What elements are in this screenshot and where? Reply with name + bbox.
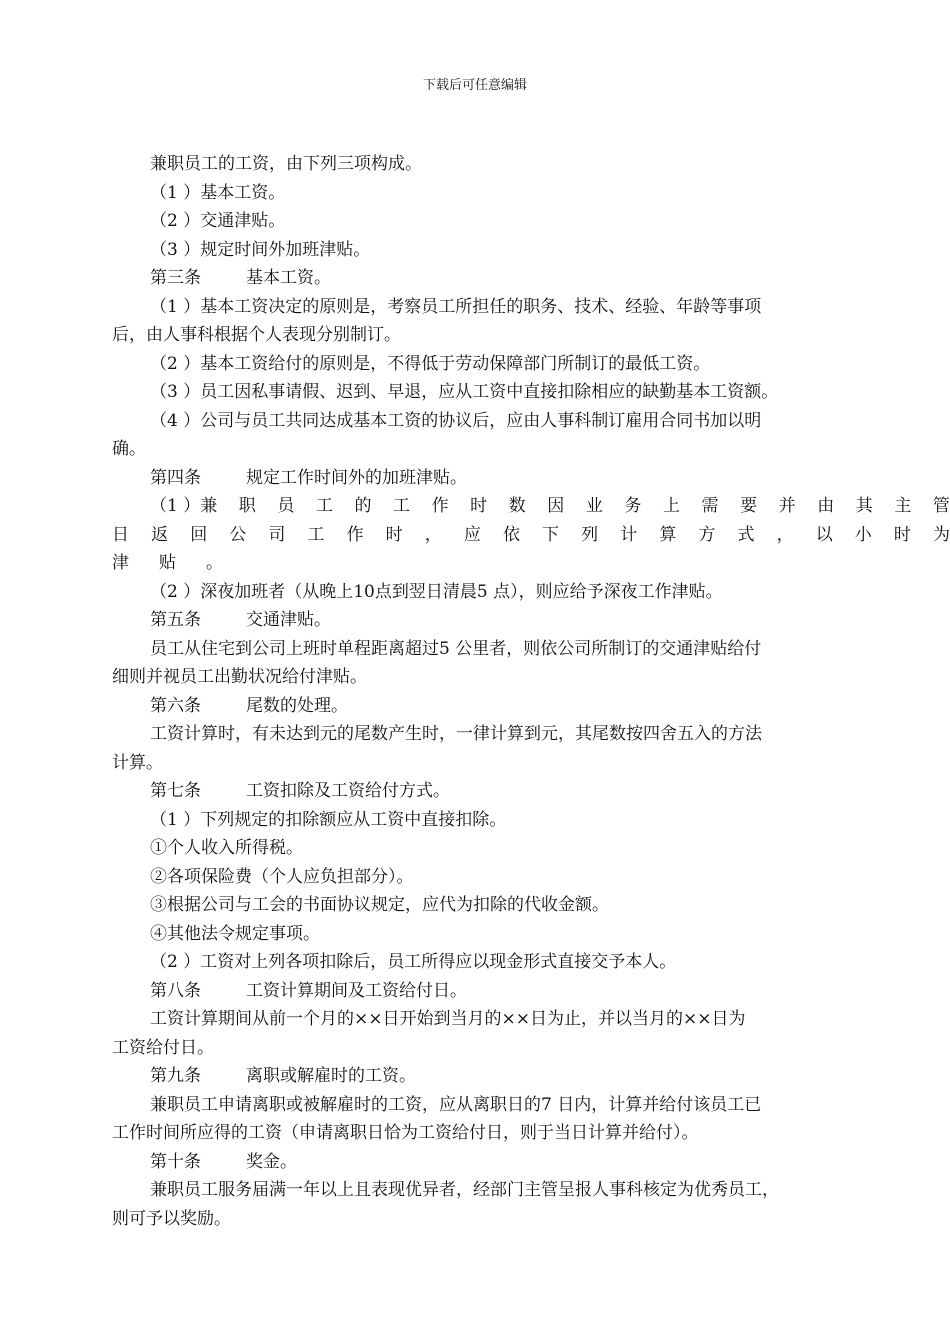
justified-char: 小 bbox=[854, 524, 872, 545]
paragraph: 工资计算期间从前一个月的××日开始到当月的××日为止，并以当月的××日为 bbox=[150, 1009, 746, 1029]
justified-char: 贴 bbox=[159, 553, 176, 573]
list-item: （1 ）基本工资。 bbox=[150, 182, 286, 203]
article-number: 第三条 bbox=[150, 268, 201, 288]
justified-char: 员 bbox=[277, 496, 295, 516]
justified-char: 主 bbox=[894, 496, 912, 516]
article-number: 第五条 bbox=[150, 610, 201, 630]
article-title: 交通津贴。 bbox=[246, 610, 331, 630]
justified-char: 上 bbox=[662, 496, 680, 516]
article-heading bbox=[112, 1148, 840, 1177]
article-heading bbox=[112, 1062, 840, 1091]
justified-char: 工 bbox=[307, 524, 325, 545]
list-item: （3 ）员工因私事请假、迟到、早退，应从工资中直接扣除相应的缺勤基本工资额。 bbox=[150, 382, 779, 402]
justified-char: 依 bbox=[502, 524, 520, 545]
justified-char: 务 bbox=[624, 496, 642, 516]
paragraph: 员工从住宅到公司上班时单程距离超过5 公里者，则依公司所制订的交通津贴给付 bbox=[150, 638, 762, 659]
justified-char: 数 bbox=[508, 496, 526, 516]
justified-char: 以 bbox=[815, 524, 833, 545]
justified-char: 为 bbox=[932, 524, 950, 545]
justified-char: 职 bbox=[238, 496, 256, 516]
paragraph: 兼职员工的工资，由下列三项构成。 bbox=[150, 154, 422, 174]
justified-char: 并 bbox=[778, 496, 796, 516]
justified-char: 时 bbox=[470, 496, 488, 516]
justified-char: （1 ）兼 bbox=[150, 496, 218, 516]
article-number: 第四条 bbox=[150, 467, 201, 488]
paragraph-continuation: 细则并视员工出勤状况给付津贴。 bbox=[112, 667, 367, 687]
list-item: （2 ）交通津贴。 bbox=[150, 211, 286, 231]
article-title: 工资扣除及工资给付方式。 bbox=[246, 781, 450, 801]
justified-char: 因 bbox=[547, 496, 565, 516]
justified-char: 的 bbox=[354, 496, 372, 516]
article-title: 奖金。 bbox=[246, 1151, 297, 1172]
justified-char: 管 bbox=[932, 496, 950, 516]
article-title: 离职或解雇时的工资。 bbox=[246, 1066, 416, 1086]
paragraph-continuation: 后，由人事科根据个人表现分别制订。 bbox=[112, 325, 401, 345]
article-heading bbox=[112, 977, 840, 1006]
paragraph-continuation: 计算。 bbox=[112, 752, 163, 773]
paragraph: 工资计算时，有未达到元的尾数产生时，一律计算到元，其尾数按四舍五入的方法 bbox=[150, 724, 762, 744]
list-item: ①个人收入所得税。 bbox=[150, 838, 303, 858]
justified-char: 公 bbox=[229, 524, 247, 545]
article-title: 规定工作时间外的加班津贴。 bbox=[246, 467, 467, 488]
article-heading bbox=[112, 606, 840, 635]
article-number: 第九条 bbox=[150, 1066, 201, 1086]
justified-char: 应 bbox=[463, 524, 481, 545]
list-item: （2 ）工资对上列各项扣除后，员工所得应以现金形式直接交予本人。 bbox=[150, 952, 677, 972]
justified-char: 时 bbox=[385, 524, 403, 545]
article-number: 第六条 bbox=[150, 695, 201, 716]
justified-char: 算 bbox=[659, 524, 677, 545]
justified-char: 津 bbox=[112, 553, 129, 573]
article-number: 第八条 bbox=[150, 980, 201, 1001]
justified-line bbox=[112, 492, 950, 521]
paragraph: 兼职员工服务届满一年以上且表现优异者，经部门主管呈报人事科核定为优秀员工， bbox=[150, 1180, 779, 1200]
justified-char: 其 bbox=[855, 496, 873, 516]
paragraph-continuation: 确。 bbox=[112, 439, 146, 459]
justified-char: 业 bbox=[585, 496, 603, 516]
article-heading bbox=[112, 777, 840, 806]
justified-char: 回 bbox=[190, 524, 208, 545]
article-title: 工资计算期间及工资给付日。 bbox=[246, 980, 467, 1001]
list-item: （4 ）公司与员工共同达成基本工资的协议后，应由人事科制订雇用合同书加以明 bbox=[150, 410, 762, 431]
justified-char: 下 bbox=[542, 524, 560, 545]
document-body bbox=[112, 150, 950, 1233]
list-item: （1 ）基本工资决定的原则是，考察员工所担任的职务、技术、经验、年龄等事项 bbox=[150, 296, 762, 317]
justified-line bbox=[112, 521, 950, 550]
justified-char: 返 bbox=[151, 524, 169, 545]
justified-char: 由 bbox=[817, 496, 835, 516]
justified-char: 式 bbox=[737, 524, 755, 545]
article-title: 基本工资。 bbox=[246, 268, 331, 288]
article-title: 尾数的处理。 bbox=[246, 695, 348, 716]
list-item: （1 ）下列规定的扣除额应从工资中直接扣除。 bbox=[150, 809, 507, 830]
justified-char: 工 bbox=[315, 496, 333, 516]
justified-char: 需 bbox=[701, 496, 719, 516]
article-heading bbox=[112, 264, 840, 293]
justified-char: 作 bbox=[431, 496, 449, 516]
justified-char: 时 bbox=[893, 524, 911, 545]
list-item: （2 ）深夜加班者（从晚上10点到翌日清晨5 点），则应给予深夜工作津贴。 bbox=[150, 581, 723, 602]
paragraph-continuation: 工资给付日。 bbox=[112, 1037, 214, 1058]
justified-char: 工 bbox=[393, 496, 411, 516]
article-heading bbox=[112, 464, 840, 493]
justified-char: 作 bbox=[346, 524, 364, 545]
justified-char: 要 bbox=[740, 496, 758, 516]
justified-char: 。 bbox=[206, 553, 223, 573]
justified-line bbox=[112, 549, 840, 578]
paragraph: 兼职员工申请离职或被解雇时的工资，应从离职日的7 日内，计算并给付该员工已 bbox=[150, 1094, 762, 1115]
article-number: 第七条 bbox=[150, 781, 201, 801]
article-number: 第十条 bbox=[150, 1151, 201, 1172]
paragraph-continuation: 工作时间所应得的工资（申请离职日恰为工资给付日，则于当日计算并给付）。 bbox=[112, 1123, 699, 1143]
paragraph-continuation: 则可予以奖励。 bbox=[112, 1208, 231, 1229]
list-item: ②各项保险费（个人应负担部分）。 bbox=[150, 866, 414, 887]
list-item: （3 ）规定时间外加班津贴。 bbox=[150, 239, 371, 260]
justified-char: 计 bbox=[620, 524, 638, 545]
list-item: ③根据公司与工会的书面协议规定，应代为扣除的代收金额。 bbox=[150, 895, 609, 915]
page-header: 下载后可任意编辑 bbox=[422, 78, 527, 93]
justified-char: 方 bbox=[698, 524, 716, 545]
justified-char: 司 bbox=[268, 524, 286, 545]
justified-char: 列 bbox=[581, 524, 599, 545]
article-heading bbox=[112, 692, 840, 721]
list-item: （2 ）基本工资给付的原则是，不得低于劳动保障部门所制订的最低工资。 bbox=[150, 353, 711, 374]
justified-char: ， bbox=[424, 524, 442, 545]
justified-char: 日 bbox=[112, 524, 129, 545]
list-item: ④其他法令规定事项。 bbox=[150, 923, 320, 944]
justified-char: ， bbox=[776, 524, 794, 545]
